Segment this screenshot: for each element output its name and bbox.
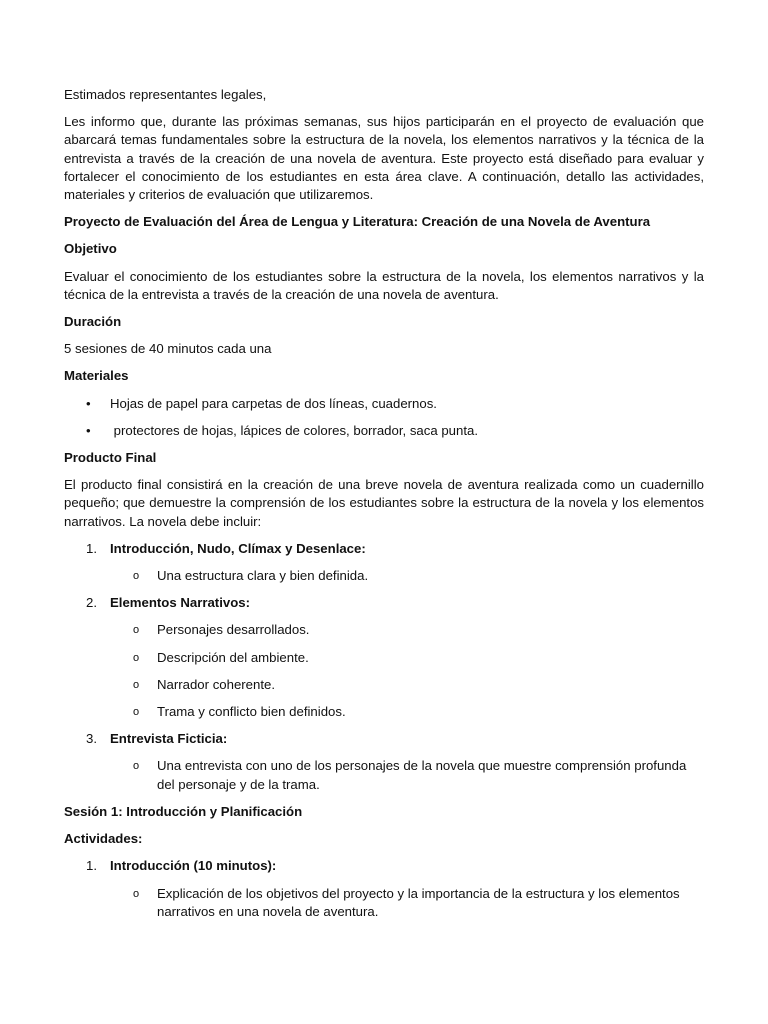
list-number: 1. <box>86 540 97 556</box>
sub-list-item-text: Una entrevista con uno de los personajes de la novela que muestre comprensión profunda del personaje y de la trama. <box>157 758 687 792</box>
bullet-icon: • <box>86 395 91 411</box>
list-item <box>64 395 704 413</box>
numbered-item-title: Introducción (10 minutos): <box>110 858 277 874</box>
materials-heading: Materiales <box>64 368 129 384</box>
numbered-item <box>64 857 704 875</box>
list-item <box>64 422 704 440</box>
circle-bullet-icon: o <box>133 760 140 773</box>
sub-list-item-text: Una estructura clara y bien definida. <box>157 568 369 584</box>
sub-list-item <box>64 757 704 793</box>
greeting: Estimados representantes legales, <box>64 87 267 102</box>
sub-list-item-text: Explicación de los objetivos del proyecto y la importancia de la estructura y los elementos narrativos en una novela de aventura. <box>157 885 680 919</box>
duration-text: 5 sesiones de 40 minutos cada una <box>64 341 272 357</box>
sub-list-item-text: Personajes desarrollados. <box>157 622 310 638</box>
bullet-icon: • <box>86 422 91 438</box>
intro-paragraph: Les informo que, durante las próximas semanas, sus hijos participarán en el proyecto de evaluación que abarcará temas fundamentales sobre la estructura de la novela, los elementos narrativos y la técnica de la entrevista a través de la creación de una novela de aventura. Este proyecto está diseñado para evaluar y fortalecer el conocimiento de los estudiantes en esta área clave. A continuación, detallo las actividades, materiales y criterios de evaluación que utilizaremos. <box>64 114 704 203</box>
numbered-item <box>64 594 704 612</box>
sub-list-item-text: Trama y conflicto bien definidos. <box>157 704 346 720</box>
list-number: 1. <box>86 858 97 874</box>
objective-heading: Objetivo <box>64 241 117 257</box>
project-title: Proyecto de Evaluación del Área de Lengua y Literatura: Creación de una Novela de Aventura <box>64 214 651 230</box>
duration-heading: Duración <box>64 314 122 330</box>
numbered-item-title: Elementos Narrativos: <box>110 595 250 611</box>
session1-heading: Sesión 1: Introducción y Planificación <box>64 803 303 819</box>
numbered-item <box>64 540 704 558</box>
circle-bullet-icon: o <box>133 706 140 719</box>
sub-list-item <box>64 703 704 721</box>
sub-list-item-text: Narrador coherente. <box>157 676 276 692</box>
list-item-text: protectores de hojas, lápices de colores, borrador, saca punta. <box>110 422 479 438</box>
circle-bullet-icon: o <box>133 570 140 583</box>
document-page <box>64 86 704 930</box>
sub-list-item <box>64 621 704 639</box>
objective-text: Evaluar el conocimiento de los estudiantes sobre la estructura de la novela, los elementos narrativos y la técnica de la entrevista a través de la creación de una novela de aventura. <box>64 268 704 302</box>
numbered-item <box>64 730 704 748</box>
list-number: 2. <box>86 595 97 611</box>
circle-bullet-icon: o <box>133 624 140 637</box>
numbered-item-title: Introducción, Nudo, Clímax y Desenlace: <box>110 540 366 556</box>
sub-list-item-text: Descripción del ambiente. <box>157 649 309 665</box>
sub-list-item <box>64 649 704 667</box>
circle-bullet-icon: o <box>133 651 140 664</box>
sub-list-item <box>64 676 704 694</box>
circle-bullet-icon: o <box>133 678 140 691</box>
numbered-item-title: Entrevista Ficticia: <box>110 731 228 747</box>
sub-list-item <box>64 885 704 921</box>
sub-list-item <box>64 567 704 585</box>
final-product-text: El producto final consistirá en la creación de una breve novela de aventura realizada como un cuadernillo pequeño; que demuestre la comprensión de los estudiantes sobre la estructura de la novela y los elementos narrativos. La novela debe incluir: <box>64 477 704 529</box>
list-number: 3. <box>86 731 97 747</box>
activities-heading: Actividades: <box>64 831 143 847</box>
list-item-text: Hojas de papel para carpetas de dos líneas, cuadernos. <box>110 395 437 411</box>
final-product-heading: Producto Final <box>64 450 157 466</box>
circle-bullet-icon: o <box>133 887 140 900</box>
